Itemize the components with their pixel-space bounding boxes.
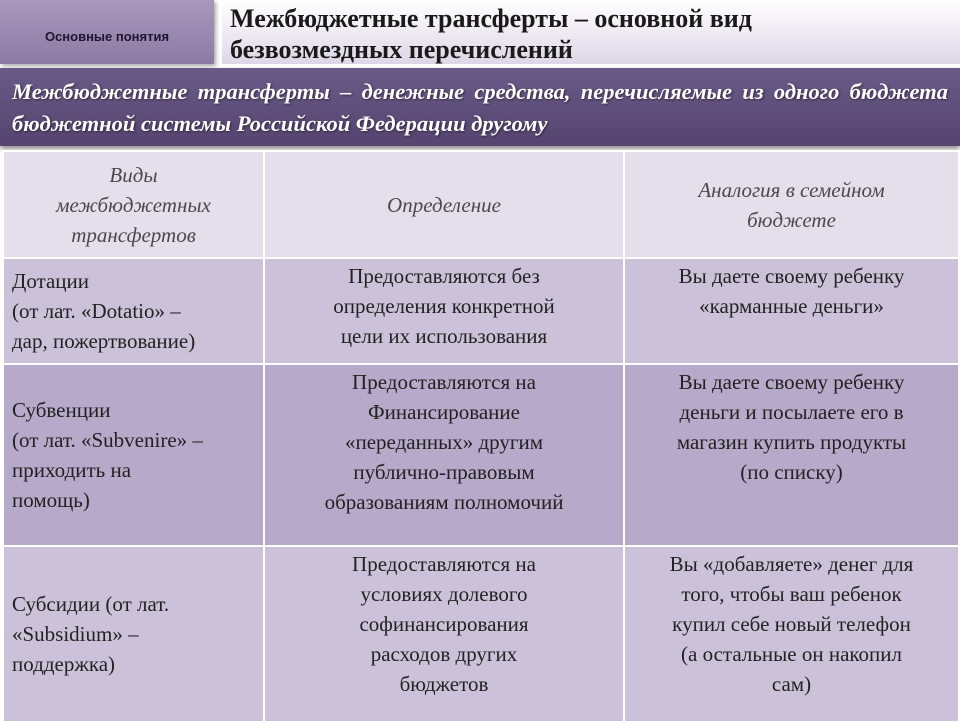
cell-definition: Предоставляются без определения конкретной цели их использования xyxy=(264,258,624,364)
cell-type: Субсидии (от лат. «Subsidium» – поддержка) xyxy=(3,546,264,722)
transfers-table xyxy=(2,150,960,723)
slide-title: Межбюджетные трансферты – основной вид безвозмездных перечислений xyxy=(230,4,752,64)
cell-analogy: Вы даете своему ребенку «карманные деньги» xyxy=(624,258,959,364)
table-header-row xyxy=(3,151,959,258)
section-tab xyxy=(0,0,214,64)
cell-definition: Предоставляются на Финансирование «переданных» другим публично-правовым образованиям полномочий xyxy=(264,364,624,546)
table-row-subventions xyxy=(3,364,959,546)
header-definition: Определение xyxy=(264,151,624,258)
table-row-dotations xyxy=(3,258,959,364)
cell-type: Субвенции (от лат. «Subvenire» – приходить на помощь) xyxy=(3,364,264,546)
title-bar xyxy=(222,0,960,64)
cell-analogy: Вы «добавляете» денег для того, чтобы ваш ребенок купил себе новый телефон (а остальные он накопил сам) xyxy=(624,546,959,722)
definition-text: Межбюджетные трансферты – денежные средства, перечисляемые из одного бюджета бюджетной системы Российской Федерации другому xyxy=(12,79,948,136)
header-analogy: Аналогия в семейном бюджете xyxy=(624,151,959,258)
table-row-subsidies xyxy=(3,546,959,722)
cell-definition: Предоставляются на условиях долевого софинансирования расходов других бюджетов xyxy=(264,546,624,722)
cell-type: Дотации (от лат. «Dotatio» – дар, пожертвование) xyxy=(3,258,264,364)
definition-banner xyxy=(0,68,960,146)
section-tab-label: Основные понятия xyxy=(44,28,170,44)
header-types: Виды межбюджетных трансфертов xyxy=(3,151,264,258)
cell-analogy: Вы даете своему ребенку деньги и посылаете его в магазин купить продукты (по списку) xyxy=(624,364,959,546)
